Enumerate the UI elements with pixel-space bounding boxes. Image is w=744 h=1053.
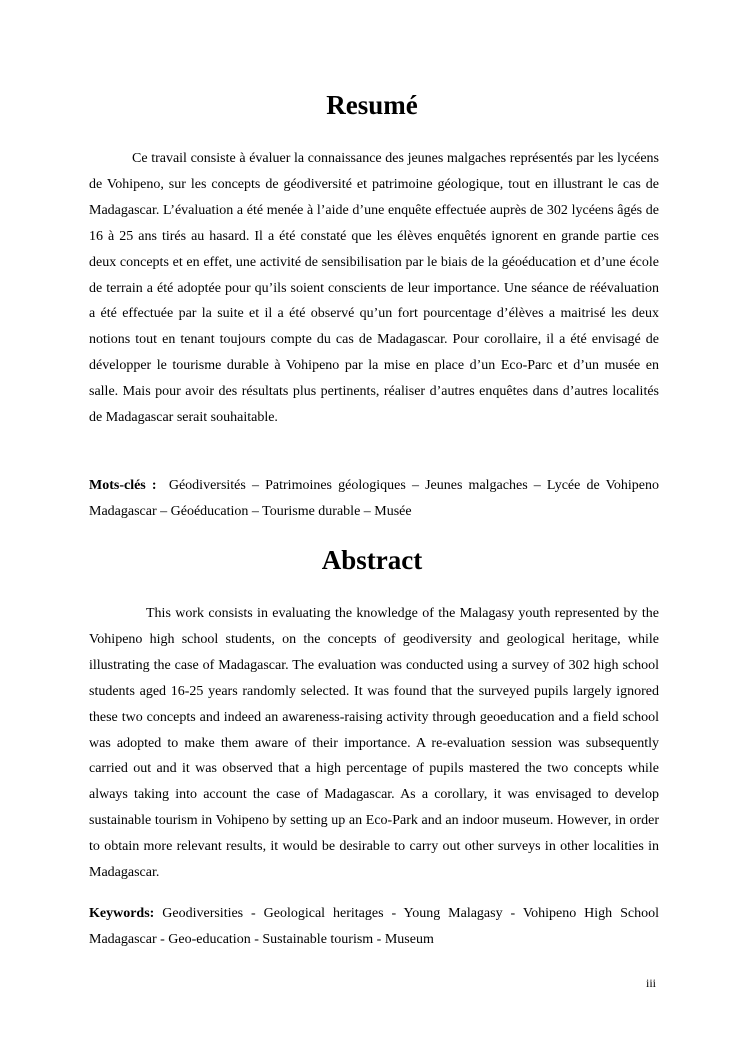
resume-title: Resumé bbox=[326, 90, 418, 120]
resume-keywords-text: Géodiversités – Patrimoines géologiques – Jeunes malgaches – Lycée de Vohipeno Madagascar – Géoéducation – Tourisme durable – Musée bbox=[89, 478, 660, 519]
resume-body: Ce travail consiste à évaluer la connaissance des jeunes malgaches représentés par les lycéens de Vohipeno, sur les concepts de géodiversité et patrimoine géologique, tout en illustrant le cas de Madagascar. L’évaluation a été menée à l’aide d’une enquête effectuée auprès de 302 lycéens âgés de 16 à 25 ans tirés au hasard. Il a été constaté que les élèves enquêtés ignorent en grande partie ces deux concepts et en effet, une activité de sensibilisation par le biais de la géoéducation et d’une école de terrain a été adoptée pour qu’ils soient conscients de leur importance. Une séance de réévaluation a été effectuée par la suite et il a été observé qu’un fort pourcentage d’élèves a maitrisé les deux notions tout en tenant toujours compte du cas de Madagascar. Pour corollaire, il a été envisagé de développer le tourisme durable à Vohipeno par la mise en place d’un Eco-Parc et d’un musée en salle. Mais pour avoir des résultats plus pertinents, réaliser d’autres enquêtes dans d’autres localités de Madagascar serait souhaitable. bbox=[89, 151, 659, 426]
resume-keywords-label: Mots-clés : bbox=[89, 478, 157, 493]
abstract-keywords-label: Keywords: bbox=[89, 906, 155, 921]
abstract-title: Abstract bbox=[321, 545, 423, 575]
abstract-keywords bbox=[89, 901, 659, 953]
abstract-keywords-text: Geodiversities - Geological heritages - Young Malagasy - Vohipeno High School Madagascar - Geo-education - Sustainable tourism - Museum bbox=[89, 906, 659, 947]
resume-keywords bbox=[89, 473, 659, 525]
page-number: iii bbox=[645, 976, 656, 990]
abstract-body: This work consists in evaluating the knowledge of the Malagasy youth represented by the Vohipeno high school students, on the concepts of geodiversity and geological heritage, while illustrating the case of Madagascar. The evaluation was conducted using a survey of 302 high school students aged 16-25 years randomly selected. It was found that the surveyed pupils largely ignored these two concepts and indeed an awareness-raising activity through geoeducation and a field school was adopted to make them aware of their importance. A re-evaluation session was subsequently carried out and it was observed that a high percentage of pupils mastered the two concepts while always taking into account the case of Madagascar. As a corollary, it was envisaged to develop sustainable tourism in Vohipeno by setting up an Eco-Park and an indoor museum. However, in order to obtain more relevant results, it would be desirable to carry out other surveys in other localities in Madagascar. bbox=[89, 606, 659, 881]
